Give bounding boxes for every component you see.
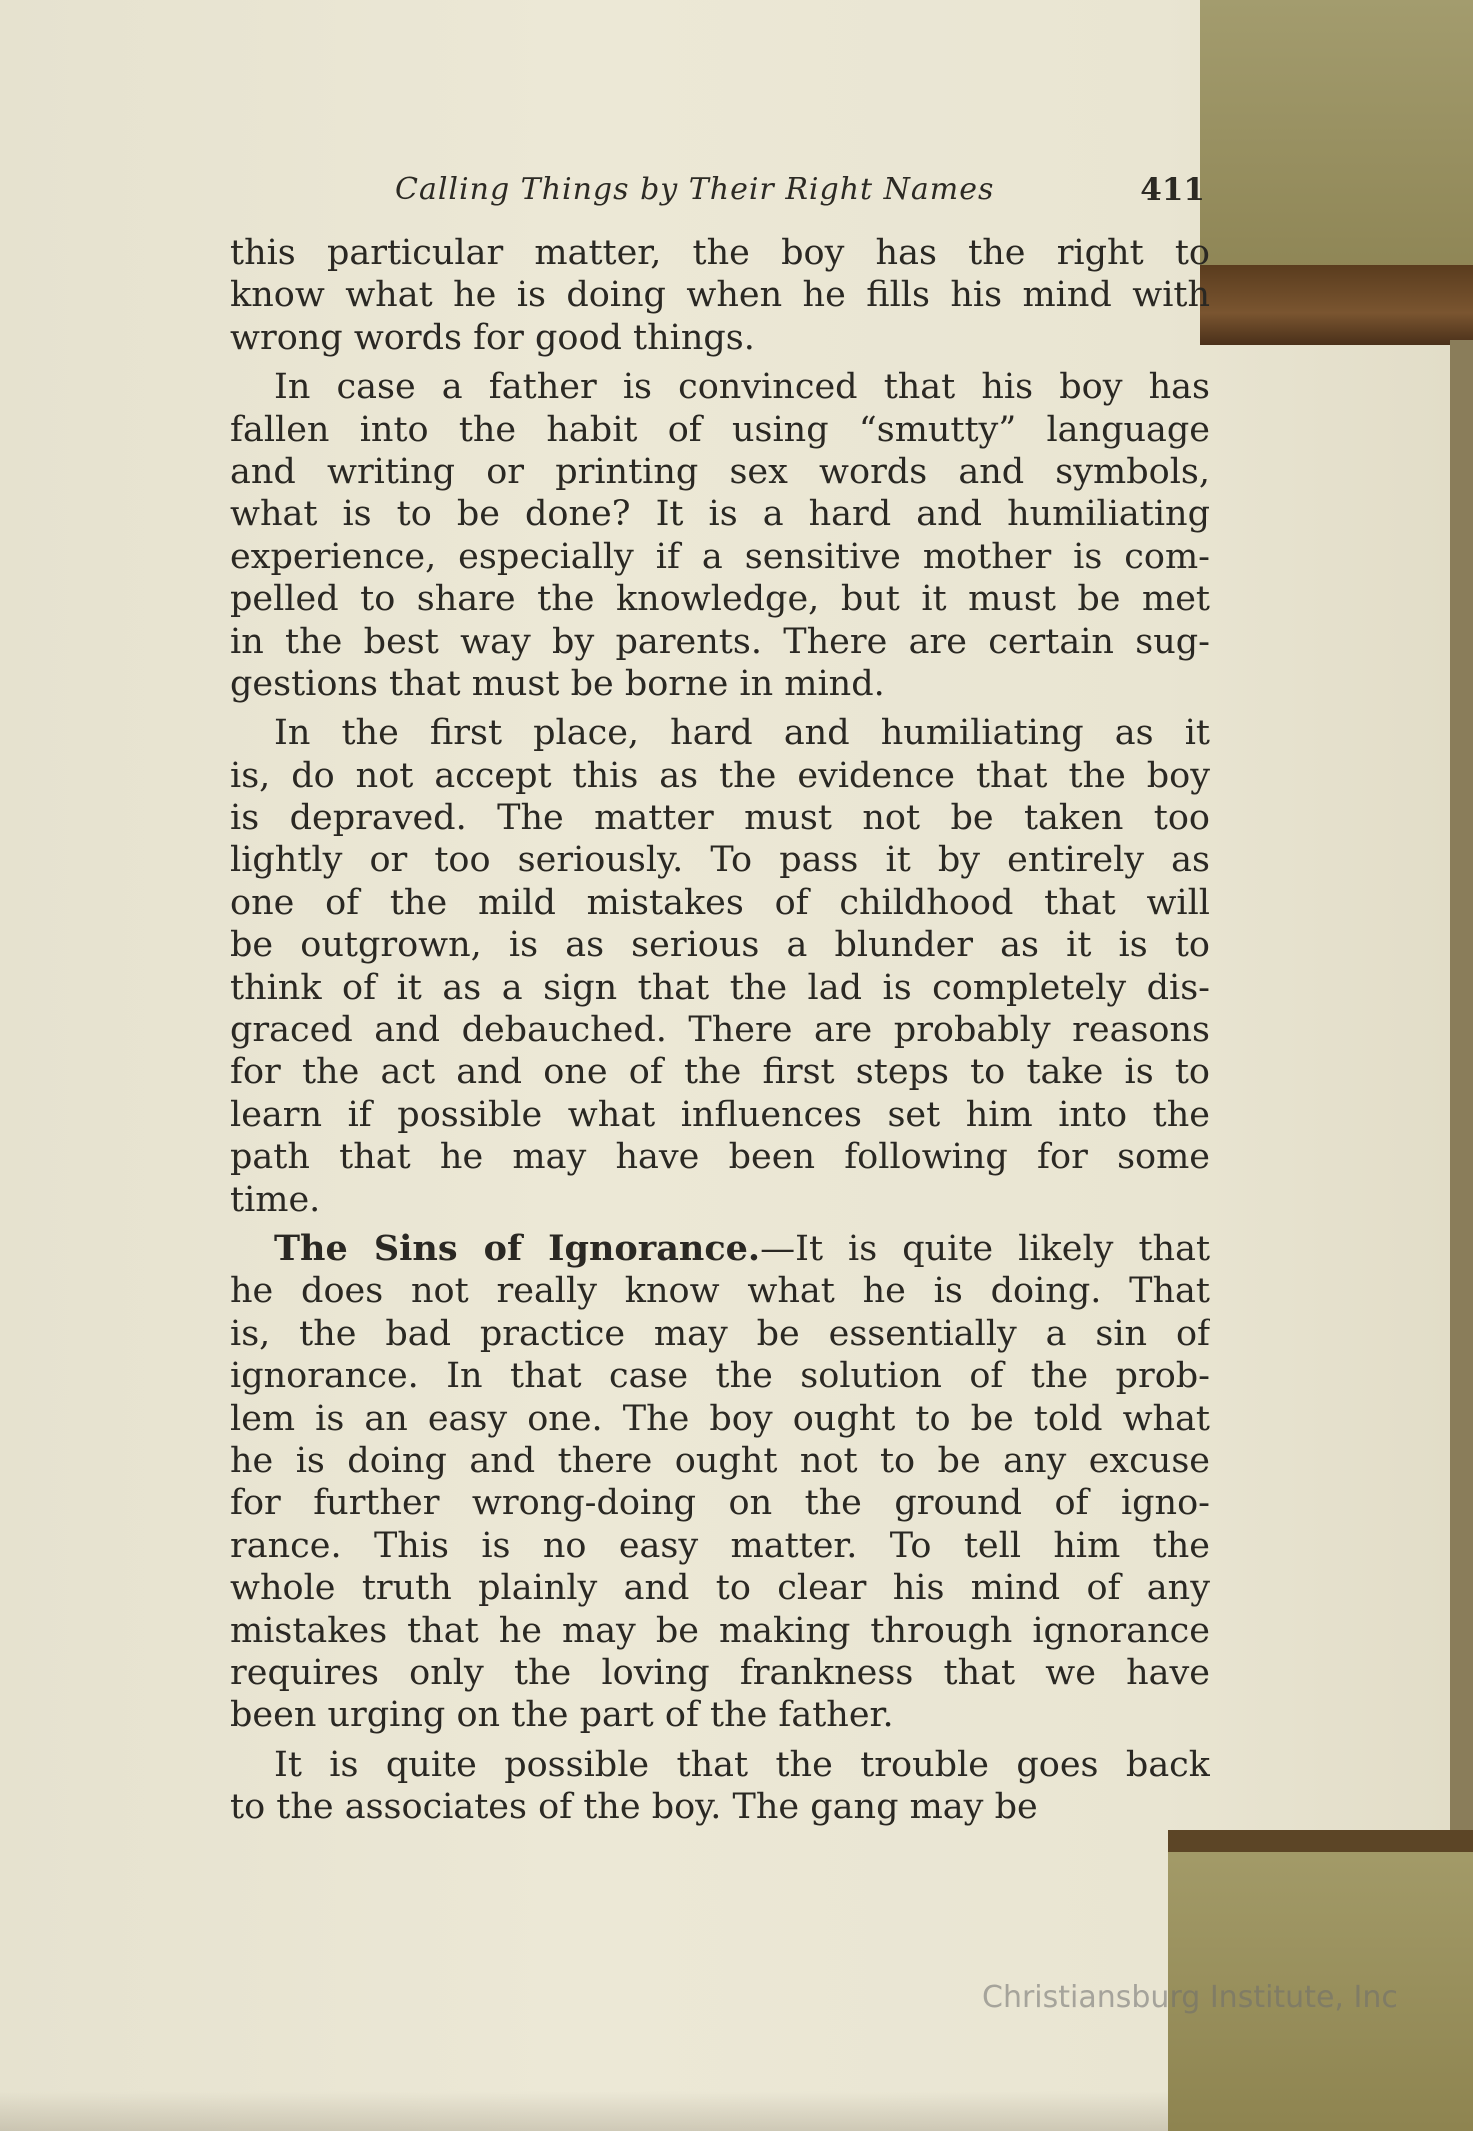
text-line: know what he is doing when he fills his mind with <box>230 275 1210 316</box>
text-line: ignorance. In that case the solution of the prob- <box>230 1356 1210 1397</box>
text-line: one of the mild mistakes of childhood that will <box>230 882 1210 923</box>
binding-tab-top <box>1200 0 1473 270</box>
paragraph <box>230 712 1210 1221</box>
text-line: for the act and one of the first steps to take is to <box>230 1052 1210 1093</box>
text-line: he is doing and there ought not to be any excuse <box>230 1440 1210 1481</box>
cover-edge <box>1450 340 1473 1830</box>
text-line: whole truth plainly and to clear his mind of any <box>230 1568 1210 1609</box>
text-line: requires only the loving frankness that we have <box>230 1652 1210 1693</box>
text-line: In case a father is convinced that his boy has <box>274 367 1210 408</box>
paragraph-gap <box>230 1221 1210 1228</box>
binding-tab-top-edge <box>1200 265 1473 345</box>
paragraph <box>230 1744 1210 1829</box>
text-line: time. <box>230 1179 321 1220</box>
text-line: think of it as a sign that the lad is completely dis- <box>230 967 1210 1008</box>
text-line <box>230 1228 1210 1270</box>
page-number: 411 <box>1140 172 1205 208</box>
paragraph <box>230 232 1210 359</box>
text-line: It is quite possible that the trouble goes back <box>274 1744 1210 1785</box>
text-line: learn if possible what influences set him into the <box>230 1094 1210 1135</box>
text-line: is, do not accept this as the evidence that the boy <box>230 755 1210 796</box>
text-line: what is to be done? It is a hard and humiliating <box>230 494 1210 535</box>
body-text <box>230 232 1210 1828</box>
text-line: mistakes that he may be making through ignorance <box>230 1610 1210 1651</box>
text-line: path that he may have been following for some <box>230 1137 1210 1178</box>
paragraph-gap <box>230 1737 1210 1744</box>
text-line: this particular matter, the boy has the right to <box>230 233 1210 273</box>
text-line: is depraved. The matter must not be taken too <box>230 798 1210 839</box>
text-line: lightly or too seriously. To pass it by entirely as <box>230 840 1210 881</box>
text-line: experience, especially if a sensitive mother is com- <box>230 536 1210 577</box>
text-line: pelled to share the knowledge, but it must be met <box>230 579 1210 620</box>
text-line: gestions that must be borne in mind. <box>230 663 885 704</box>
paragraph <box>230 366 1210 705</box>
text-line-content: —It is quite likely that <box>760 1228 1210 1269</box>
text-line: for further wrong-doing on the ground of igno- <box>230 1483 1210 1524</box>
text-line: graced and debauched. There are probably reasons <box>230 1010 1210 1051</box>
text-line: been urging on the part of the father. <box>230 1695 894 1736</box>
running-head <box>395 172 1205 220</box>
running-title: Calling Things by Their Right Names <box>395 172 995 207</box>
text-line: and writing or printing sex words and symbols, <box>230 451 1210 492</box>
paragraph-gap <box>230 359 1210 366</box>
text-line: rance. This is no easy matter. To tell him the <box>230 1525 1210 1566</box>
text-line: be outgrown, is as serious a blunder as it is to <box>230 925 1210 966</box>
text-line: fallen into the habit of using “smutty” language <box>230 409 1210 450</box>
section-heading: The Sins of Ignorance. <box>274 1227 761 1269</box>
paragraph <box>230 1228 1210 1737</box>
binding-tab-bottom-edge <box>1168 1830 1473 1852</box>
text-line: lem is an easy one. The boy ought to be told what <box>230 1398 1210 1439</box>
text-line: wrong words for good things. <box>230 317 755 358</box>
paragraph-gap <box>230 705 1210 712</box>
text-line: is, the bad practice may be essentially a sin of <box>230 1313 1210 1354</box>
text-line: in the best way by parents. There are certain sug- <box>230 621 1210 662</box>
text-line: he does not really know what he is doing. That <box>230 1271 1210 1312</box>
text-line: to the associates of the boy. The gang may be <box>230 1787 1038 1828</box>
watermark: Christiansburg Institute, Inc <box>982 1980 1398 2015</box>
text-line: In the first place, hard and humiliating as it <box>274 713 1210 754</box>
